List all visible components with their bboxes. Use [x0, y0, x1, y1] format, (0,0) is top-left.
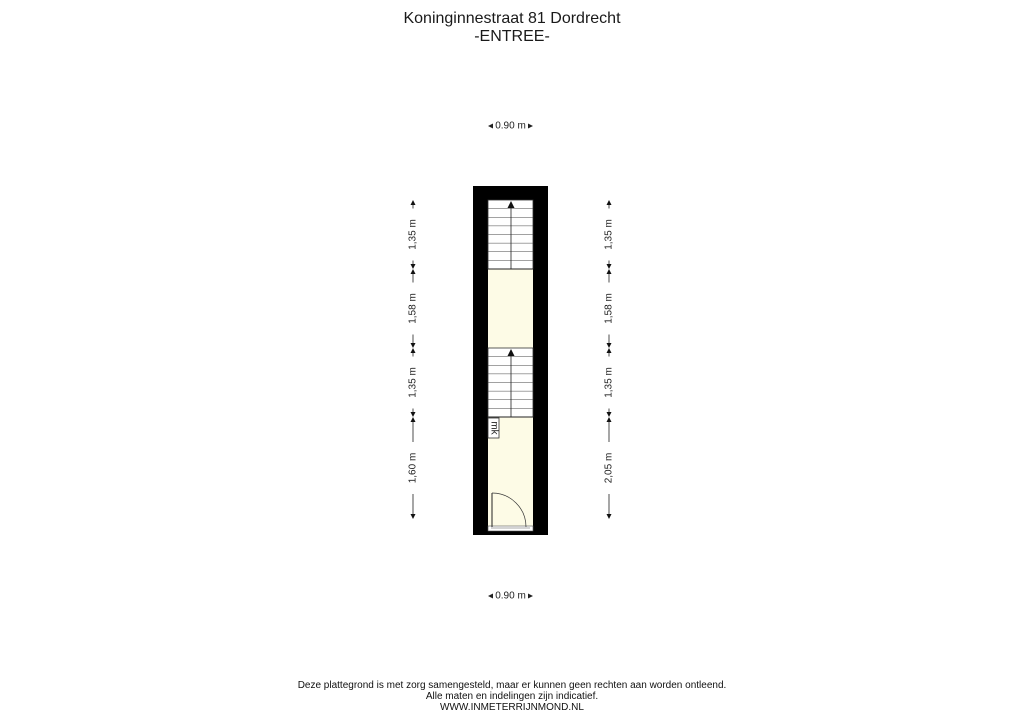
dimension-label: 1,35 m [407, 219, 419, 250]
meter-cupboard [488, 418, 499, 438]
svg-text:0.90 m: 0.90 m [495, 590, 526, 602]
svg-text:0.90 m: 0.90 m [495, 120, 526, 132]
dimension-width-top [488, 121, 533, 132]
dimension-segment [604, 417, 615, 519]
dimension-chain-left [408, 200, 419, 519]
dimension-segment [408, 269, 419, 348]
landing [488, 270, 533, 348]
footer-note: Alle maten en indelingen zijn indicatief. [425, 691, 599, 702]
dimension-label: 1,58 m [407, 293, 419, 324]
footer-disclaimer: Deze plattegrond is met zorg samengesteld, maar er kunnen geen rechten aan worden ontleend. [297, 680, 727, 691]
upper-staircase [488, 200, 533, 269]
plan-address: Koninginnestraat 81 Dordrecht [403, 10, 621, 27]
dimension-chain-right [604, 200, 615, 519]
dimension-label: 1,58 m [603, 293, 615, 324]
dimension-label: 1,60 m [407, 452, 419, 484]
dimension-label: 1,35 m [603, 219, 615, 250]
dimension-label: 1,35 m [407, 367, 419, 398]
dimension-segment [604, 200, 615, 269]
dimension-segment [408, 417, 419, 519]
lower-staircase [488, 348, 533, 417]
dimension-segment [408, 348, 419, 417]
dimension-label: 2,05 m [603, 452, 615, 484]
meter-cupboard-label: mk [488, 421, 500, 435]
plan-floor-name: -ENTREE- [474, 28, 550, 45]
dimension-segment [408, 200, 419, 269]
dimension-segment [604, 348, 615, 417]
dimension-width-bottom [488, 591, 533, 602]
footer-website: WWW.INMETERRIJNMOND.NL [440, 702, 584, 713]
dimension-label: 1,35 m [603, 367, 615, 398]
dimension-segment [604, 269, 615, 348]
